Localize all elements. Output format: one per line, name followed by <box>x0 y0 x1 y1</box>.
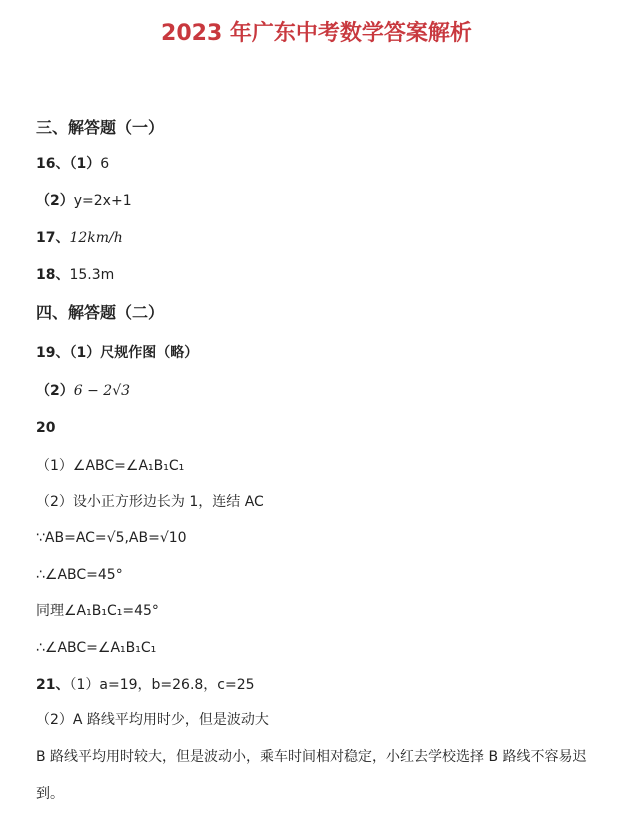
answer-value: ∴∠ABC=45° <box>36 567 123 583</box>
answer-value: 同理∠A₁B₁C₁=45° <box>36 603 159 619</box>
answer-line <box>36 228 123 248</box>
answer-value: （1）∠ABC=∠A₁B₁C₁ <box>36 458 185 474</box>
answer-label: 四、解答题（二） <box>36 303 165 322</box>
answer-value: （2）设小正方形边长为 1，连结 AC <box>36 494 264 510</box>
answer-line <box>36 343 198 363</box>
answer-value: B 路线平均用时较大，但是波动小，乘车时间相对稳定，小红去学校选择 B 路线不容易迟 <box>36 749 587 765</box>
answer-value: ∴∠ABC=∠A₁B₁C₁ <box>36 640 157 656</box>
answer-line <box>36 265 114 285</box>
answer-line <box>36 784 64 804</box>
answer-line <box>36 303 164 324</box>
answer-label: 17、 <box>36 230 70 246</box>
answer-line <box>36 154 109 174</box>
answer-line <box>36 492 264 512</box>
answer-label: 21、 <box>36 677 70 693</box>
answer-value: （1）a=19，b=26.8，c=25 <box>69 677 255 693</box>
answer-line <box>36 528 187 548</box>
answer-label: 18、 <box>36 267 70 283</box>
answer-label: 三、解答题（一） <box>36 118 165 137</box>
answer-label: 16、（1） <box>36 156 101 172</box>
answer-value: 15.3m <box>69 267 115 283</box>
answer-line <box>36 118 164 139</box>
answer-line <box>36 710 269 730</box>
answer-line <box>36 381 130 401</box>
answer-value: 6 − 2√3 <box>73 383 131 399</box>
answer-value: y=2x+1 <box>73 193 132 209</box>
answer-line <box>36 456 184 476</box>
answer-label: （2） <box>36 383 74 399</box>
answer-value: （2）A 路线平均用时少，但是波动大 <box>36 712 269 728</box>
answer-label: 19、（1）尺规作图（略） <box>36 345 199 361</box>
answer-line <box>36 565 123 585</box>
document-title: 2023 年广东中考数学答案解析 <box>161 21 472 46</box>
answer-line <box>36 675 255 695</box>
answer-value: 12km/h <box>69 230 123 246</box>
answer-line <box>36 191 132 211</box>
answer-line <box>36 601 159 621</box>
answer-value: 到。 <box>36 786 64 802</box>
answer-line <box>36 638 156 658</box>
answer-value: 6 <box>100 156 110 172</box>
answer-label: 20 <box>36 420 56 436</box>
answer-value: ∵AB=AC=√5,AB=√10 <box>36 530 187 546</box>
answer-label: （2） <box>36 193 74 209</box>
answer-line <box>36 747 587 767</box>
answer-line <box>36 418 55 438</box>
